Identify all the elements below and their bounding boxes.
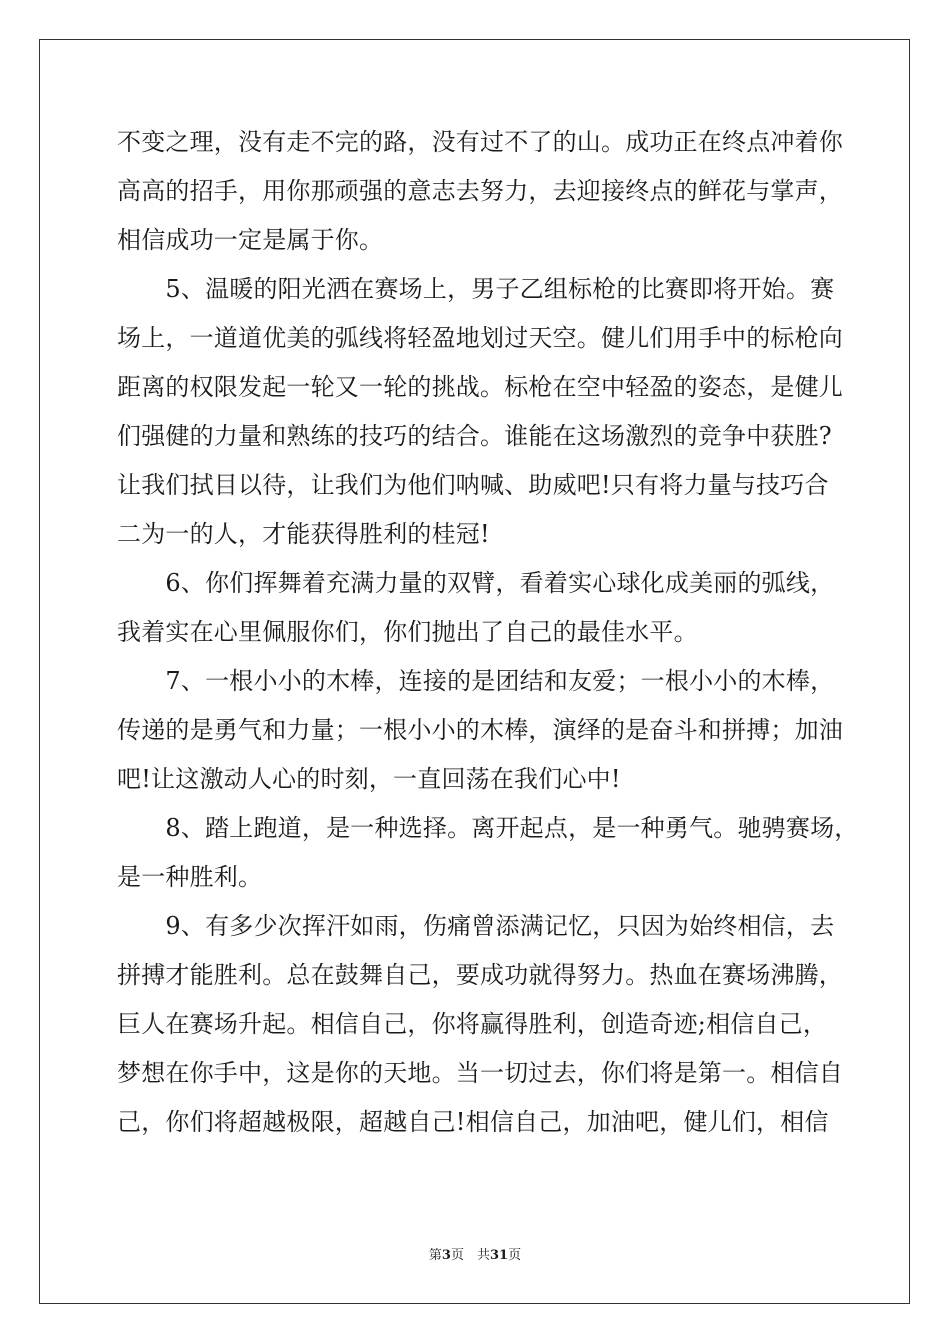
text-line: 梦想在你手中，这是你的天地。当一切过去，你们将是第一。相信自 — [117, 1059, 843, 1087]
document-body — [117, 126, 859, 1155]
text-line: 9、有多少次挥汗如雨，伤痛曾添满记忆，只因为始终相信，去 — [117, 912, 835, 940]
text-line: 是一种胜利。 — [117, 863, 263, 891]
text-line: 8、踏上跑道，是一种选择。离开起点，是一种勇气。驰骋赛场， — [117, 814, 859, 842]
footer-prefix: 第 — [428, 1248, 442, 1263]
text-line: 7、一根小小的木棒，连接的是团结和友爱；一根小小的木棒， — [117, 667, 835, 695]
page-number: 3 — [441, 1248, 451, 1263]
text-line: 吧!让这激动人心的时刻，一直回荡在我们心中! — [117, 765, 621, 793]
text-line: 己，你们将超越极限，超越自己!相信自己，加油吧，健儿们，相信 — [117, 1108, 829, 1136]
text-line: 我着实在心里佩服你们，你们抛出了自己的最佳水平。 — [117, 618, 698, 646]
text-line: 场上，一道道优美的弧线将轻盈地划过天空。健儿们用手中的标枪向 — [117, 324, 843, 352]
text-line: 二为一的人，才能获得胜利的桂冠! — [117, 520, 490, 548]
text-line: 传递的是勇气和力量；一根小小的木棒，演绎的是奋斗和拼搏；加油 — [117, 716, 843, 744]
text-line: 不变之理，没有走不完的路，没有过不了的山。成功正在终点冲着你 — [117, 128, 843, 156]
text-line: 拼搏才能胜利。总在鼓舞自己，要成功就得努力。热血在赛场沸腾， — [117, 961, 843, 989]
text-line: 让我们拭目以待，让我们为他们呐喊、助威吧!只有将力量与技巧合 — [117, 471, 829, 499]
text-line: 5、温暖的阳光洒在赛场上，男子乙组标枪的比赛即将开始。赛 — [117, 275, 835, 303]
text-line: 6、你们挥舞着充满力量的双臂，看着实心球化成美丽的弧线， — [117, 569, 835, 597]
total-pages: 31 — [489, 1248, 509, 1263]
text-line: 距离的权限发起一轮又一轮的挑战。标枪在空中轻盈的姿态，是健儿 — [117, 373, 843, 401]
text-line: 巨人在赛场升起。相信自己，你将赢得胜利，创造奇迹;相信自己， — [117, 1010, 828, 1038]
footer-suffix: 页 — [508, 1248, 522, 1263]
page-footer — [0, 1247, 950, 1265]
text-line: 高高的招手，用你那顽强的意志去努力，去迎接终点的鲜花与掌声， — [117, 177, 843, 205]
text-line: 们强健的力量和熟练的技巧的结合。谁能在这场激烈的竞争中获胜? — [117, 422, 832, 450]
text-line: 相信成功一定是属于你。 — [117, 226, 384, 254]
footer-middle: 页 共 — [450, 1248, 490, 1263]
